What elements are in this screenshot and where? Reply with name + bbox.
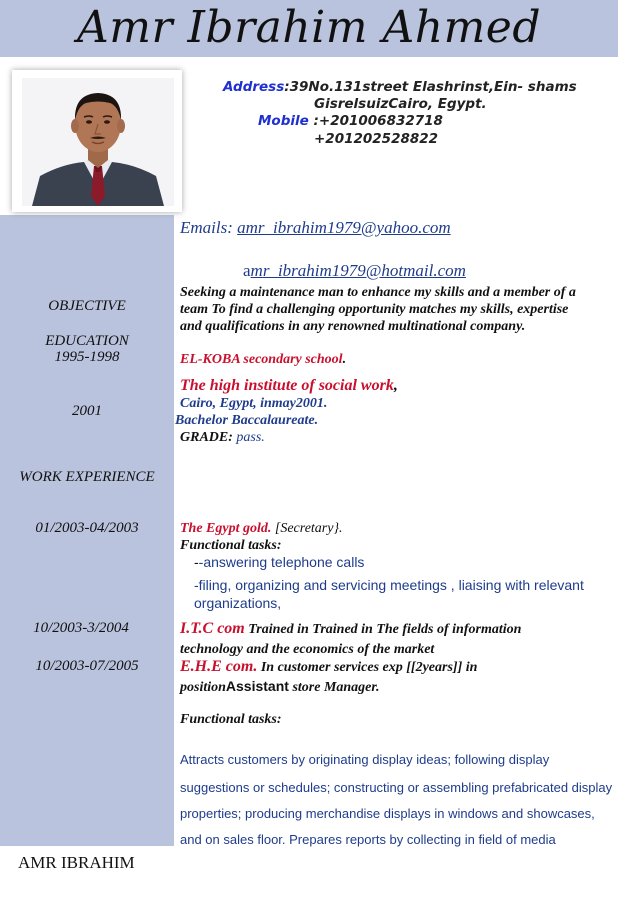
job2-company: I.T.C com — [180, 620, 245, 637]
education-school — [180, 351, 346, 368]
objective-heading: OBJECTIVE — [48, 298, 126, 314]
job3-tasks-label: Functional tasks: — [180, 712, 282, 727]
job1-role: [Secretary}. — [271, 521, 343, 536]
email-hotmail-link[interactable]: mr_ibrahim1979@hotmail.com — [250, 261, 466, 280]
job2-block — [180, 620, 610, 658]
institute-comma: , — [393, 377, 398, 394]
footer-name: AMR IBRAHIM — [18, 853, 135, 872]
objective-line-2: team To find a challenging opportunity matches my skills, expertise — [180, 302, 569, 317]
address-line-1 — [223, 79, 618, 95]
job1-tasks-label: Functional tasks: — [180, 538, 282, 553]
objective-text — [180, 284, 610, 335]
objective-line-3: and qualifications in any renowned multinational company. — [180, 319, 526, 334]
job1-task-2-cont: organizations, — [194, 595, 282, 611]
job3-para-4: and on sales floor. Prepares reports by collecting in field of media — [180, 832, 556, 847]
address-line-2: GisrelsuizCairo, Egypt. — [314, 96, 487, 112]
education-location: Cairo, Egypt, inmay2001. — [180, 396, 328, 411]
job3-store-manager: store Manager. — [288, 680, 380, 695]
resume-title: Amr Ibrahim Ahmed — [77, 2, 541, 53]
emails-label: Emails — [180, 218, 228, 237]
profile-photo — [22, 78, 174, 206]
job1-header — [180, 520, 343, 537]
email-yahoo-link[interactable]: amr_ibrahim1979@yahoo.com — [237, 218, 451, 237]
education-grade — [180, 429, 265, 446]
emails-line-2 — [243, 261, 466, 281]
job1-company: The Egypt gold. — [180, 521, 272, 536]
job3-desc-1: In customer services exp [[2years]] in — [257, 660, 478, 675]
mobile-label: Mobile — [258, 113, 309, 129]
job2-desc-2: technology and the economics of the market — [180, 642, 435, 657]
address-label: Address — [223, 79, 285, 95]
school-period: . — [342, 352, 347, 367]
email-hotmail-prefix: a — [243, 261, 251, 280]
job3-para-1: Attracts customers by originating display ideas; following display — [180, 752, 550, 767]
job3-para-3: properties; producing merchandise displays in windows and showcases, — [180, 806, 595, 821]
mobile-line-2: +201202528822 — [314, 131, 439, 147]
job1-dates: 01/2003-04/2003 — [35, 520, 139, 536]
job1-task-1: --answering telephone calls — [194, 554, 365, 570]
job3-block — [180, 658, 610, 696]
education-heading: EDUCATION — [45, 333, 129, 349]
emails-colon: : — [227, 218, 238, 237]
job2-dates: 10/2003-3/2004 — [33, 620, 129, 636]
job2-desc-1: Trained in Trained in The fields of information — [244, 622, 522, 637]
work-experience-heading: WORK EXPERIENCE — [19, 469, 155, 485]
school-name: EL-KOBA secondary school — [180, 352, 343, 367]
job1-task-2: -filing, organizing and servicing meetings , liaising with relevant — [194, 577, 584, 593]
education-institute — [180, 377, 398, 394]
institute-name: The high institute of social work — [180, 377, 394, 394]
address-value: :39No.131street Elashrinst,Ein- shams — [284, 79, 577, 95]
grade-value: pass. — [232, 430, 265, 445]
emails-line-1 — [180, 218, 451, 238]
education-degree: Bachelor Baccalaureate. — [175, 413, 319, 428]
year-2001: 2001 — [72, 403, 102, 419]
job3-company: E.H.E com. — [180, 658, 258, 675]
objective-line-1: Seeking a maintenance man to enhance my skills and a member of a — [180, 285, 576, 300]
job3-assistant: Assistant — [225, 678, 289, 694]
job1-task-1-text: -answering telephone calls — [198, 554, 365, 570]
grade-label: GRADE: — [180, 430, 233, 445]
job3-position: position — [180, 680, 226, 695]
job3-dates: 10/2003-07/2005 — [35, 658, 139, 674]
mobile-value-1: :+201006832718 — [313, 113, 443, 129]
education-years: 1995-1998 — [54, 349, 120, 365]
mobile-line-1 — [258, 113, 443, 129]
job3-para-2: suggestions or schedules; constructing or assembling prefabricated display — [180, 780, 613, 795]
